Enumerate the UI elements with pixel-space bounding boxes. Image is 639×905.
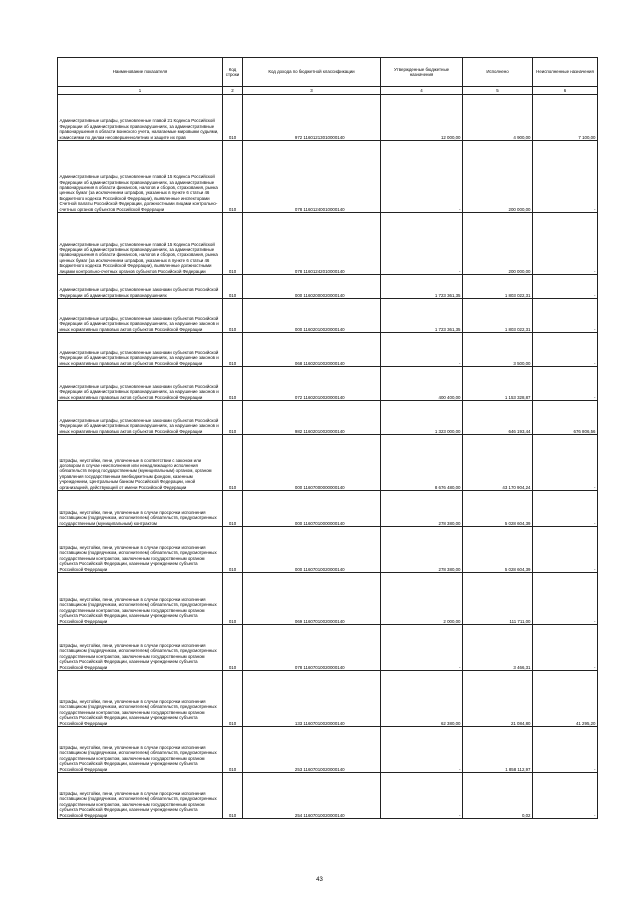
row-unexecuted: - bbox=[533, 367, 598, 401]
header-row bbox=[58, 58, 598, 87]
row-kbk: 972 11601213010000140 bbox=[243, 95, 381, 141]
row-executed: 1 858 112,97 bbox=[463, 727, 533, 773]
header-code: Код строки bbox=[223, 58, 243, 87]
row-code: 010 bbox=[223, 299, 243, 333]
row-code: 010 bbox=[223, 213, 243, 275]
row-executed: 1 153 328,87 bbox=[463, 367, 533, 401]
row-name: Административные штрафы, установленные законами субъектов Российской Федерации об административных правонарушениях, за нарушение законов и иных нормативных правовых актов субъектов Российской Федерации bbox=[58, 401, 223, 435]
table-row bbox=[58, 299, 598, 333]
row-kbk: 982 11602010020000140 bbox=[243, 401, 381, 435]
row-executed: 21 084,80 bbox=[463, 671, 533, 727]
row-approved: 62 380,00 bbox=[381, 671, 463, 727]
row-unexecuted: 7 100,00 bbox=[533, 95, 598, 141]
row-executed: 5 028 604,39 bbox=[463, 527, 533, 573]
table-row bbox=[58, 95, 598, 141]
table-row bbox=[58, 367, 598, 401]
table-row bbox=[58, 491, 598, 527]
row-code: 010 bbox=[223, 773, 243, 819]
row-unexecuted: 41 295,20 bbox=[533, 671, 598, 727]
budget-income-table bbox=[57, 57, 598, 819]
table-row bbox=[58, 435, 598, 491]
row-name: Административные штрафы, установленные главой 21 Кодекса Российской Федерации об административных правонарушениях, за административные правонарушения в области воинского учета, налагаемые мировыми судьями, комиссиями по делам несовершеннолетних и защите их прав bbox=[58, 95, 223, 141]
row-name: Штрафы, неустойки, пени, уплаченные в случае просрочки исполнения поставщиком (подрядчиком, исполнителем) обязательств, предусмотренных государственным контрактом, заключенным государственным органом субъекта Российской Федерации, казенным учреждением субъекта Российской Федерации bbox=[58, 625, 223, 671]
row-unexecuted: - bbox=[533, 333, 598, 367]
row-approved: - bbox=[381, 213, 463, 275]
row-name: Административные штрафы, установленные главой 15 Кодекса Российской Федерации об административных правонарушениях, за административные правонарушения в области финансов, налогов и сборов, страхования, рынка ценных бумаг (за исключением штрафов, указанных в пункте 6 статьи 46 Бюджетного кодекса Российской Федерации), выявленные должностными лицами контрольно-счетных органов субъектов Российской Федерации bbox=[58, 213, 223, 275]
row-name: Административные штрафы, установленные законами субъектов Российской Федерации об административных правонарушениях, за нарушение законов и иных нормативных правовых актов субъектов Российской Федерации bbox=[58, 299, 223, 333]
row-name: Штрафы, неустойки, пени, уплаченные в случае просрочки исполнения поставщиком (подрядчиком, исполнителем) обязательств, предусмотренных государственным контрактом, заключенным государственным органом субъекта Российской Федерации, казенным учреждением субъекта Российской Федерации bbox=[58, 671, 223, 727]
row-unexecuted: - bbox=[533, 727, 598, 773]
row-kbk: 000 11607010000000140 bbox=[243, 491, 381, 527]
table-row bbox=[58, 213, 598, 275]
row-unexecuted: - bbox=[533, 435, 598, 491]
row-name: Административные штрафы, установленные законами субъектов Российской Федерации об административных правонарушениях bbox=[58, 275, 223, 299]
row-executed: 1 803 022,31 bbox=[463, 299, 533, 333]
header-unexecuted: Неисполненные назначения bbox=[533, 58, 598, 87]
report-page bbox=[57, 57, 597, 819]
row-approved: 12 000,00 bbox=[381, 95, 463, 141]
row-approved: 1 323 000,00 bbox=[381, 401, 463, 435]
row-code: 010 bbox=[223, 573, 243, 625]
table-row bbox=[58, 625, 598, 671]
header-name: Наименование показателя bbox=[58, 58, 223, 87]
column-number: 5 bbox=[463, 87, 533, 95]
table-row bbox=[58, 401, 598, 435]
row-executed: 200 000,00 bbox=[463, 213, 533, 275]
row-executed: 646 193,44 bbox=[463, 401, 533, 435]
row-kbk: 000 11602010020000140 bbox=[243, 299, 381, 333]
row-code: 010 bbox=[223, 727, 243, 773]
row-code: 010 bbox=[223, 141, 243, 213]
row-kbk: 078 11601240010000140 bbox=[243, 141, 381, 213]
row-code: 010 bbox=[223, 333, 243, 367]
row-approved: 2 000,00 bbox=[381, 573, 463, 625]
row-approved: 278 380,00 bbox=[381, 527, 463, 573]
row-approved: 1 723 361,35 bbox=[381, 299, 463, 333]
row-name: Штрафы, неустойки, пени, уплаченные в случае просрочки исполнения поставщиком (подрядчиком, исполнителем) обязательств, предусмотренных государственным контрактом, заключенным государственным органом субъекта Российской Федерации, казенным учреждением субъекта Российской Федерации bbox=[58, 573, 223, 625]
row-executed: 5 028 604,39 bbox=[463, 491, 533, 527]
row-approved: - bbox=[381, 141, 463, 213]
row-approved: 8 676 480,00 bbox=[381, 435, 463, 491]
header-kbk: Код дохода по бюджетной классификации bbox=[243, 58, 381, 87]
row-name: Административные штрафы, установленные законами субъектов Российской Федерации об административных правонарушениях, за нарушение законов и иных нормативных правовых актов субъектов Российской Федерации bbox=[58, 367, 223, 401]
table-row bbox=[58, 727, 598, 773]
row-approved: 278 380,00 bbox=[381, 491, 463, 527]
row-code: 010 bbox=[223, 367, 243, 401]
row-name: Административные штрафы, установленные законами субъектов Российской Федерации об административных правонарушениях, за нарушение законов и иных нормативных правовых актов субъектов Российской Федерации bbox=[58, 333, 223, 367]
row-unexecuted: - bbox=[533, 213, 598, 275]
row-approved: 1 723 361,35 bbox=[381, 275, 463, 299]
table-row bbox=[58, 333, 598, 367]
row-name: Штрафы, неустойки, пени, уплаченные в соответствии с законом или договором в случае неисполнения или ненадлежащего исполнения обязательств перед государственным (муниципальным) органом, органом управления государственным внебюджетным фондом, казенным учреждением, Центральным банком Российской Федерации, иной организацией, действующей от имени Российской Федерации bbox=[58, 435, 223, 491]
row-unexecuted: - bbox=[533, 299, 598, 333]
row-kbk: 068 11602010020000140 bbox=[243, 333, 381, 367]
row-executed: 4 900,00 bbox=[463, 95, 533, 141]
row-code: 010 bbox=[223, 401, 243, 435]
table-row bbox=[58, 573, 598, 625]
column-number: 6 bbox=[533, 87, 598, 95]
row-executed: 1 803 022,31 bbox=[463, 275, 533, 299]
row-code: 010 bbox=[223, 95, 243, 141]
row-unexecuted: - bbox=[533, 773, 598, 819]
row-code: 010 bbox=[223, 671, 243, 727]
row-name: Штрафы, неустойки, пени, уплаченные в случае просрочки исполнения поставщиком (подрядчиком, исполнителем) обязательств, предусмотренных государственным контрактом, заключенным государственным органом субъекта Российской Федерации, казенным учреждением субъекта Российской Федерации bbox=[58, 773, 223, 819]
row-code: 010 bbox=[223, 625, 243, 671]
row-unexecuted: - bbox=[533, 141, 598, 213]
row-name: Штрафы, неустойки, пени, уплаченные в случае просрочки исполнения поставщиком (подрядчиком, исполнителем) обязательств, предусмотренных государственным (муниципальным) контрактом bbox=[58, 491, 223, 527]
row-kbk: 000 11607010020000140 bbox=[243, 527, 381, 573]
row-kbk: 254 11607010020000140 bbox=[243, 773, 381, 819]
table-row bbox=[58, 141, 598, 213]
row-code: 010 bbox=[223, 435, 243, 491]
row-code: 010 bbox=[223, 527, 243, 573]
row-unexecuted: - bbox=[533, 625, 598, 671]
row-kbk: 078 11607010020000140 bbox=[243, 625, 381, 671]
column-number: 3 bbox=[243, 87, 381, 95]
row-kbk: 000 11607000000000140 bbox=[243, 435, 381, 491]
row-kbk: 069 11607010020000140 bbox=[243, 573, 381, 625]
table-row bbox=[58, 773, 598, 819]
row-executed: 0,02 bbox=[463, 773, 533, 819]
row-name: Штрафы, неустойки, пени, уплаченные в случае просрочки исполнения поставщиком (подрядчиком, исполнителем) обязательств, предусмотренных государственным контрактом, заключенным государственным органом субъекта Российской Федерации, казенным учреждением субъекта Российской Федерации bbox=[58, 527, 223, 573]
column-number: 1 bbox=[58, 87, 223, 95]
row-unexecuted: - bbox=[533, 275, 598, 299]
row-unexecuted: - bbox=[533, 573, 598, 625]
row-name: Штрафы, неустойки, пени, уплаченные в случае просрочки исполнения поставщиком (подрядчиком, исполнителем) обязательств, предусмотренных государственным контрактом, заключенным государственным органом субъекта Российской Федерации, казенным учреждением субъекта Российской Федерации bbox=[58, 727, 223, 773]
page-number: 43 bbox=[316, 877, 323, 883]
column-number: 2 bbox=[223, 87, 243, 95]
row-unexecuted: - bbox=[533, 491, 598, 527]
row-approved: - bbox=[381, 625, 463, 671]
row-executed: 111 711,00 bbox=[463, 573, 533, 625]
column-number-row bbox=[58, 87, 598, 95]
row-unexecuted: 676 806,56 bbox=[533, 401, 598, 435]
row-name: Административные штрафы, установленные главой 15 Кодекса Российской Федерации об административных правонарушениях, за административные правонарушения в области финансов, налогов и сборов, страхования, рынка ценных бумаг (за исключением штрафов, указанных в пункте 6 статьи 46 Бюджетного кодекса Российской Федерации), выявленные инспекторами Счетной палаты Российской Федерации, должностными лицами контрольно-счетных органов субъектов Российской Федерации bbox=[58, 141, 223, 213]
row-kbk: 000 11602000020000140 bbox=[243, 275, 381, 299]
table-row bbox=[58, 671, 598, 727]
row-code: 010 bbox=[223, 275, 243, 299]
row-executed: 3 500,00 bbox=[463, 333, 533, 367]
row-kbk: 072 11602010020000140 bbox=[243, 367, 381, 401]
row-approved: 400 400,00 bbox=[381, 367, 463, 401]
row-approved: - bbox=[381, 773, 463, 819]
row-approved: - bbox=[381, 333, 463, 367]
row-executed: 3 466,31 bbox=[463, 625, 533, 671]
table-row bbox=[58, 527, 598, 573]
column-number: 4 bbox=[381, 87, 463, 95]
table-row bbox=[58, 275, 598, 299]
table-body bbox=[58, 95, 598, 819]
row-executed: 200 000,00 bbox=[463, 141, 533, 213]
row-code: 010 bbox=[223, 491, 243, 527]
row-executed: 43 170 904,24 bbox=[463, 435, 533, 491]
row-kbk: 133 11607010020000140 bbox=[243, 671, 381, 727]
row-kbk: 078 11601242010000140 bbox=[243, 213, 381, 275]
row-approved: - bbox=[381, 727, 463, 773]
row-kbk: 253 11607010020000140 bbox=[243, 727, 381, 773]
header-executed: Исполнено bbox=[463, 58, 533, 87]
header-approved: Утвержденные бюджетные назначения bbox=[381, 58, 463, 87]
row-unexecuted: - bbox=[533, 527, 598, 573]
